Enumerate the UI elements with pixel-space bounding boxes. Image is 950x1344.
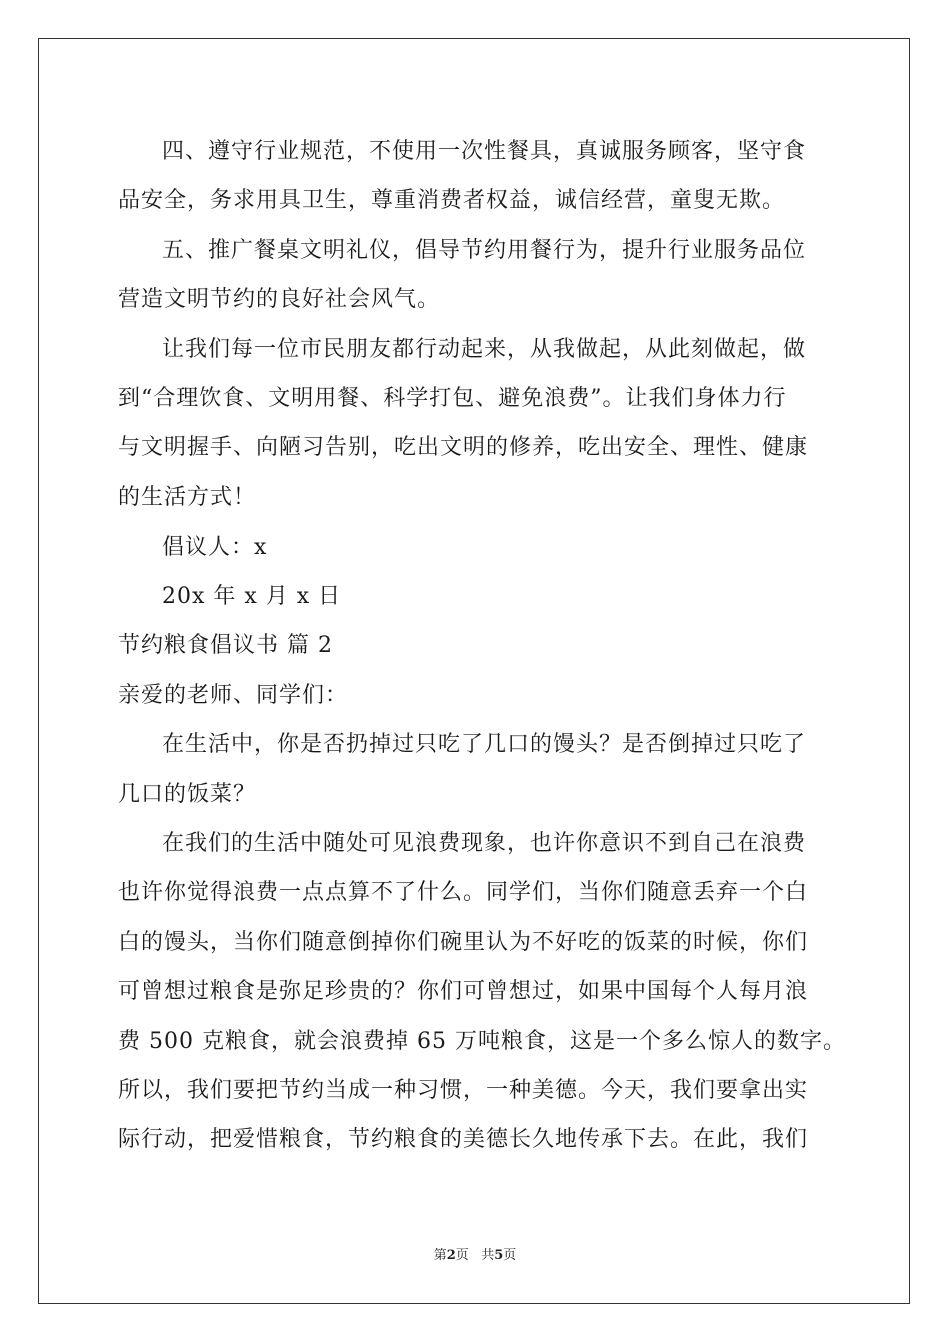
signatory-line: 倡议人：x — [162, 535, 268, 560]
salutation: 亲爱的老师、同学们： — [118, 683, 349, 708]
page-prefix: 第 — [433, 1248, 447, 1263]
paragraph-line: 到“合理饮食、文明用餐、科学打包、避免浪费”。让我们身体力行 — [118, 386, 787, 411]
total-suffix: 页 — [503, 1248, 517, 1263]
paragraph-line: 所以，我们要把节约当成一种习惯，一种美德。今天，我们要拿出实 — [118, 1078, 809, 1103]
total-pages: 5 — [494, 1248, 504, 1263]
page-suffix: 页 — [455, 1248, 469, 1263]
page-number: 2 — [446, 1248, 456, 1263]
paragraph-line: 几口的饭菜？ — [118, 782, 257, 807]
paragraph-line: 五、推广餐桌文明礼仪，倡导节约用餐行为，提升行业服务品位 — [162, 238, 807, 263]
paragraph-line: 的生活方式！ — [118, 485, 257, 510]
section-heading: 节约粮食倡议书 篇 2 — [118, 633, 333, 658]
page-border — [38, 38, 910, 1304]
paragraph-line: 与文明握手、向陋习告别，吃出文明的修养，吃出安全、理性、健康 — [118, 435, 809, 460]
paragraph-line: 四、遵守行业规范，不使用一次性餐具，真诚服务顾客，坚守食 — [162, 139, 807, 164]
paragraph-line: 在我们的生活中随处可见浪费现象，也许你意识不到自己在浪费 — [162, 831, 807, 856]
paragraph-line: 费 500 克粮食，就会浪费掉 65 万吨粮食，这是一个多么惊人的数字。 — [118, 1029, 846, 1054]
paragraph-line: 际行动，把爱惜粮食，节约粮食的美德长久地传承下去。在此，我们 — [118, 1127, 809, 1152]
paragraph-line: 品安全，务求用具卫生，尊重消费者权益，诚信经营，童叟无欺。 — [118, 188, 786, 213]
total-prefix: 共 — [481, 1248, 495, 1263]
paragraph-line: 让我们每一位市民朋友都行动起来，从我做起，从此刻做起，做 — [162, 337, 807, 362]
paragraph-line: 营造文明节约的良好社会风气。 — [118, 287, 441, 312]
paragraph-line: 也许你觉得浪费一点点算不了什么。同学们，当你们随意丢弃一个白 — [118, 880, 809, 905]
date-line: 20x 年 x 月 x 日 — [162, 584, 342, 609]
paragraph-line: 白的馒头，当你们随意倒掉你们碗里认为不好吃的饭菜的时候，你们 — [118, 930, 809, 955]
paragraph-line: 可曾想过粮食是弥足珍贵的？你们可曾想过，如果中国每个人每月浪 — [118, 979, 809, 1004]
page-footer — [0, 1247, 950, 1265]
paragraph-line: 在生活中，你是否扔掉过只吃了几口的馒头？是否倒掉过只吃了 — [162, 732, 807, 757]
